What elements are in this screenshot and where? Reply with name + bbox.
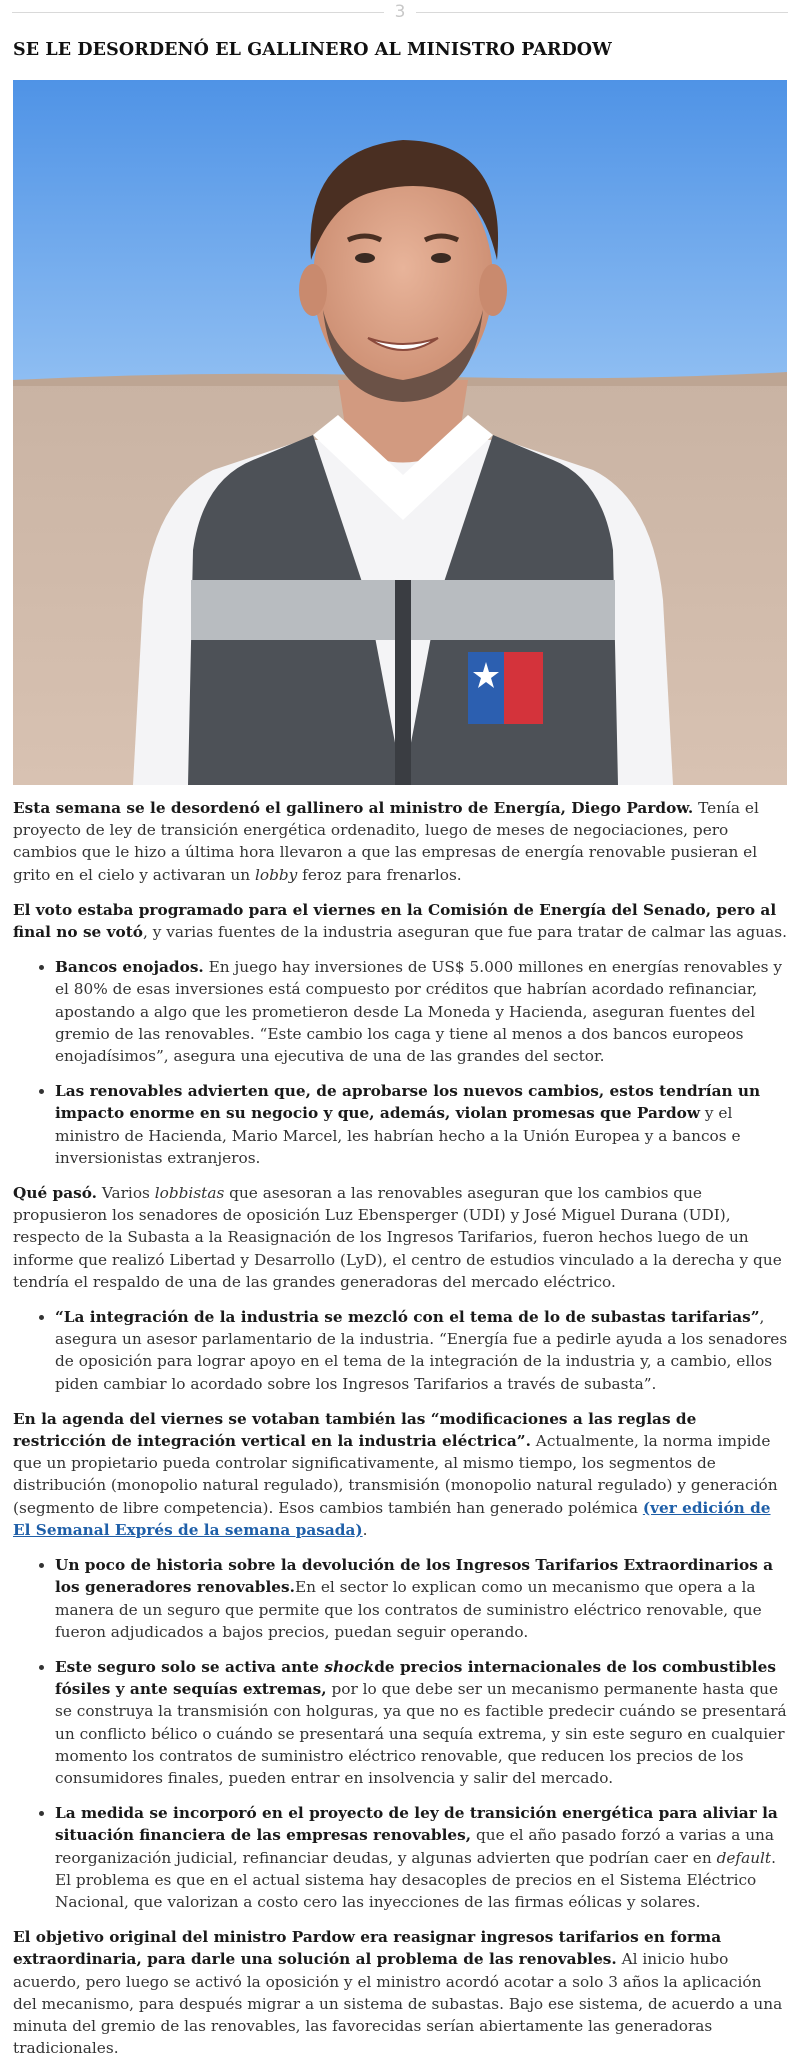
list-item: • Este seguro solo se activa ante shockde precios internacionales de los combustibles fósiles y ante sequías extremas, por lo que debe ser un mecanismo permanente hasta que se construya la transmisión con holguras, ya que no es factible predecir cuándo se presentará un conflicto bélico o cuándo se presentará una sequía extrema, y sin este seguro en cualquier momento los contratos de suministro eléctrico renovable, que reducen los precios de los consumidores finales, pueden entrar en insolvencia y salir del mercado. — [55, 1656, 788, 1789]
list-integration — [13, 1306, 788, 1395]
list-item: • Bancos enojados. En juego hay inversiones de US$ 5.000 millones en energías renovables y el 80% de esas inversiones está compuesto por créditos que habrían acordado refinanciar, apostando a algo que les prometieron desde La Moneda y Hacienda, aseguran fuentes del gremio de las renovables. “Este cambio los caga y tiene al menos a dos bancos europeos enojadísimos”, asegura una ejecutiva de una de las grandes del sector. — [55, 956, 788, 1067]
paragraph-what-happened: Qué pasó. Varios lobbistas que asesoran a las renovables aseguran que los cambios que propusieron los senadores de oposición Luz Ebensperger (UDI) y José Miguel Durana (UDI), respecto de la Subasta a la Reasignación de los Ingresos Tarifarios, fueron hechos luego de un informe que realizó Libertad y Desarrollo (LyD), el centro de estudios vinculado a la derecha y que tendría el respaldo de una de las grandes generadoras del mercado eléctrico. — [13, 1184, 782, 1291]
list-item: • La medida se incorporó en el proyecto de ley de transición energética para aliviar la situación financiera de las empresas renovables, que el año pasado forzó a varias a una reorganización judicial, refinanciar deudas, y algunas advierten que podrían caer en default. El problema es que en el actual sistema hay desacoples de precios en el Sistema Eléctrico Nacional, que valorizan a costo cero las inyecciones de las firmas eólicas y solares. — [55, 1802, 788, 1913]
link-semanal-expres[interactable]: (ver edición de El Semanal Exprés de la semana pasada) — [13, 1498, 771, 1539]
section-number: 3 — [384, 0, 416, 24]
paragraph-objective: El objetivo original del ministro Pardow era reasignar ingresos tarifarios en forma extraordinaria, para darle una solución al problema de las renovables. Al inicio hubo acuerdo, pero luego se activó la oposición y el ministro acordó acotar a solo 3 años la aplicación del mecanismo, para después migrar a un sistema de subastas. Bajo ese sistema, de acuerdo a una minuta del gremio de las renovables, las favorecidas serían abiertamente las generadoras tradicionales. — [13, 1928, 783, 2058]
paragraph-intro: Esta semana se le desordenó el gallinero al ministro de Energía, Diego Pardow. Tenía el proyecto de ley de transición energética ordenadito, luego de meses de negociaciones, pero cambios que le hizo a última hora llevaron a que las empresas de energía renovable pusieran el grito en el cielo y activaran un lobby feroz para frenarlos. — [13, 799, 759, 884]
paragraph-agenda: En la agenda del viernes se votaban también las “modificaciones a las reglas de restricción de integración vertical en la industria eléctrica”. Actualmente, la norma impide que un propietario pueda controlar significativamente, al mismo tiempo, los segmentos de distribución (monopolio natural regulado), transmisión (monopolio natural regulado) y generación (segmento de libre competencia). Esos cambios también han generado polémica (ver edición de El Semanal Exprés de la semana pasada). — [13, 1409, 778, 1539]
list-item: • Un poco de historia sobre la devolución de los Ingresos Tarifarios Extraordinarios a los generadores renovables.En el sector lo explican como un mecanismo que opera a la manera de un seguro que permite que los contratos de suministro eléctrico renovable, que fueron adjudicados a bajos precios, puedan seguir operando. — [55, 1554, 788, 1643]
article-body — [13, 797, 788, 2072]
list-banks — [13, 956, 788, 1169]
paragraph-vote: El voto estaba programado para el viernes en la Comisión de Energía del Senado, pero al final no se votó, y varias fuentes de la industria aseguran que fue para tratar de calmar las aguas. — [13, 900, 787, 942]
article-photo — [13, 80, 787, 785]
headline: SE LE DESORDENÓ EL GALLINERO AL MINISTRO PARDOW — [13, 40, 612, 60]
list-history — [13, 1554, 788, 1913]
list-item: • “La integración de la industria se mezcló con el tema de lo de subastas tarifarias”, asegura un asesor parlamentario de la industria. “Energía fue a pedirle ayuda a los senadores de oposición para lograr apoyo en el tema de la integración de la industria y, a cambio, ellos piden cambiar lo acordado sobre los Ingresos Tarifarios a través de subasta”. — [55, 1306, 788, 1395]
list-item: • Las renovables advierten que, de aprobarse los nuevos cambios, estos tendrían un impacto enorme en su negocio y que, además, violan promesas que Pardow y el ministro de Hacienda, Mario Marcel, les habrían hecho a la Unión Europea y a bancos e inversionistas extranjeros. — [55, 1080, 788, 1169]
